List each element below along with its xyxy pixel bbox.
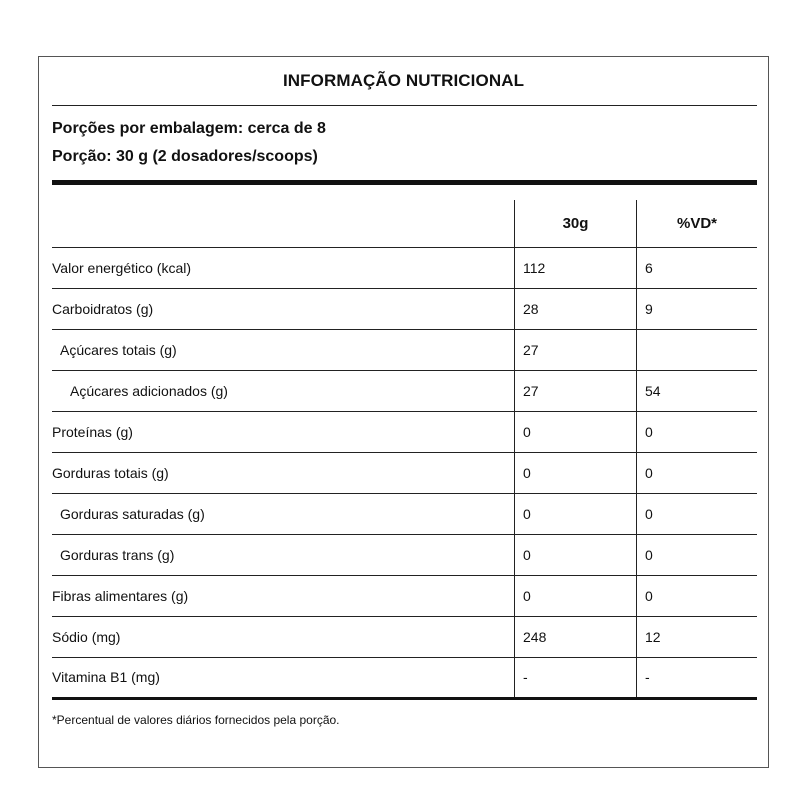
nutrient-daily-value: - [637,657,758,698]
nutrient-name: Fibras alimentares (g) [52,575,515,616]
table-header-row [52,200,757,247]
header-daily-value: %VD* [637,200,758,247]
table-row [52,575,757,616]
table-row [52,493,757,534]
nutrient-name: Vitamina B1 (mg) [52,657,515,698]
header-name [52,200,515,247]
nutrient-name: Carboidratos (g) [52,288,515,329]
panel-title: INFORMAÇÃO NUTRICIONAL [282,71,525,90]
nutrient-name: Gorduras totais (g) [52,452,515,493]
nutrient-value: 27 [515,370,637,411]
nutrient-name: Gorduras saturadas (g) [52,493,515,534]
table-row [52,657,757,698]
nutrient-value: 0 [515,452,637,493]
nutrient-daily-value: 9 [637,288,758,329]
nutrient-daily-value: 0 [637,534,758,575]
servings-per-package: Porções por embalagem: cerca de 8 [52,120,326,137]
nutrient-value: 28 [515,288,637,329]
nutrient-daily-value: 6 [637,247,758,288]
nutrient-daily-value [637,329,758,370]
table-row [52,370,757,411]
table-row [52,247,757,288]
title-divider [52,105,757,106]
nutrient-value: 0 [515,534,637,575]
nutrient-value: 0 [515,411,637,452]
nutrition-facts-panel [38,56,769,768]
table-row [52,534,757,575]
table-row [52,411,757,452]
table-row [52,329,757,370]
table-row [52,452,757,493]
nutrient-name: Sódio (mg) [52,616,515,657]
nutrient-daily-value: 0 [637,575,758,616]
nutrient-value: 112 [515,247,637,288]
table-row [52,616,757,657]
nutrient-value: - [515,657,637,698]
nutrient-daily-value: 54 [637,370,758,411]
nutrient-daily-value: 12 [637,616,758,657]
serving-size: Porção: 30 g (2 dosadores/scoops) [52,148,318,165]
nutrient-value: 0 [515,493,637,534]
nutrient-value: 27 [515,329,637,370]
nutrient-value: 248 [515,616,637,657]
table-row [52,288,757,329]
nutrient-daily-value: 0 [637,493,758,534]
header-serving: 30g [515,200,637,247]
nutrient-value: 0 [515,575,637,616]
nutrient-name: Proteínas (g) [52,411,515,452]
nutrient-daily-value: 0 [637,452,758,493]
nutrient-name: Valor energético (kcal) [52,247,515,288]
serving-divider [52,180,757,185]
nutrient-name: Gorduras trans (g) [52,534,515,575]
nutrient-name: Açúcares adicionados (g) [52,370,515,411]
nutrition-table [52,200,757,700]
nutrient-name: Açúcares totais (g) [52,329,515,370]
nutrient-daily-value: 0 [637,411,758,452]
footnote: *Percentual de valores diários fornecidos pela porção. [52,713,340,727]
